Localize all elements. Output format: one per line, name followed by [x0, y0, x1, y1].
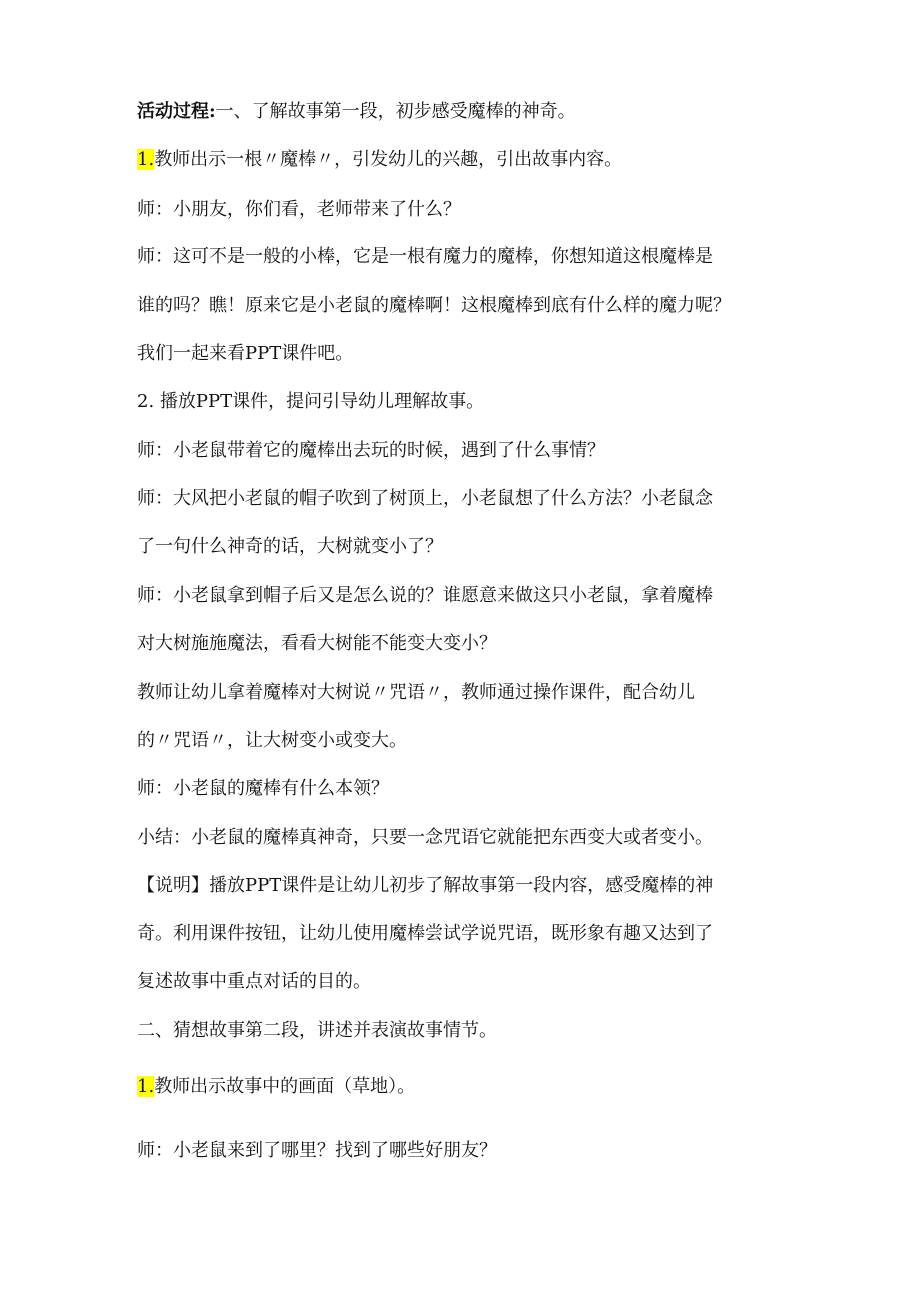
heading-line — [137, 100, 576, 124]
paragraph-line: 复述故事中重点对话的目的。 — [137, 971, 371, 992]
paragraph-line: 了一句什么神奇的话，大树就变小了？ — [137, 536, 443, 557]
paragraph-text: 教师出示故事中的画面（草地）。 — [154, 1076, 416, 1097]
paragraph-line: 2. 播放PPT课件，提问引导幼儿理解故事。 — [137, 391, 485, 412]
paragraph-line: 师：小老鼠的魔棒有什么本领？ — [137, 778, 389, 799]
paragraph-line: 我们一起来看PPT课件吧。 — [137, 343, 354, 364]
paragraph-text: 教师出示一根〃魔棒〃，引发幼儿的兴趣，引出故事内容。 — [154, 149, 623, 170]
numbered-line — [137, 148, 622, 172]
paragraph-line: 师：小老鼠来到了哪里？找到了哪些好朋友？ — [137, 1140, 497, 1161]
paragraph-line: 师：大风把小老鼠的帽子吹到了树顶上，小老鼠想了什么方法？小老鼠念 — [137, 488, 713, 509]
highlighted-number: 1. — [137, 149, 155, 170]
paragraph-line: 师：这可不是一般的小棒，它是一根有魔力的魔棒，你想知道这根魔棒是 — [137, 246, 713, 267]
paragraph-line: 谁的吗？瞧！原来它是小老鼠的魔棒啊！这根魔棒到底有什么样的魔力呢？ — [137, 295, 731, 316]
paragraph-text: 一、了解故事第一段，初步感受魔棒的神奇。 — [215, 101, 576, 122]
section-label: 活动过程: — [137, 101, 216, 122]
numbered-line — [137, 1075, 415, 1099]
paragraph-line: 的〃咒语〃，让大树变小或变大。 — [137, 730, 407, 751]
paragraph-line: 师：小朋友，你们看，老师带来了什么？ — [137, 199, 461, 220]
paragraph-line: 师：小老鼠带着它的魔棒出去玩的时候，遇到了什么事情？ — [137, 440, 605, 461]
paragraph-line: 师：小老鼠拿到帽子后又是怎么说的？谁愿意来做这只小老鼠，拿着魔棒 — [137, 585, 713, 606]
paragraph-line: 对大树施施魔法，看看大树能不能变大变小？ — [137, 633, 497, 654]
paragraph-line: 小结：小老鼠的魔棒真神奇，只要一念咒语它就能把东西变大或者变小。 — [137, 827, 713, 848]
paragraph-line: 教师让幼儿拿着魔棒对大树说〃咒语〃，教师通过操作课件，配合幼儿 — [137, 682, 695, 703]
paragraph-line: 奇。利用课件按钮，让幼儿使用魔棒尝试学说咒语，既形象有趣又达到了 — [137, 923, 713, 944]
highlighted-number: 1. — [137, 1076, 155, 1097]
paragraph-line: 二、猜想故事第二段，讲述并表演故事情节。 — [137, 1020, 497, 1041]
paragraph-line: 【说明】播放PPT课件是让幼儿初步了解故事第一段内容，感受魔棒的神 — [137, 875, 714, 896]
